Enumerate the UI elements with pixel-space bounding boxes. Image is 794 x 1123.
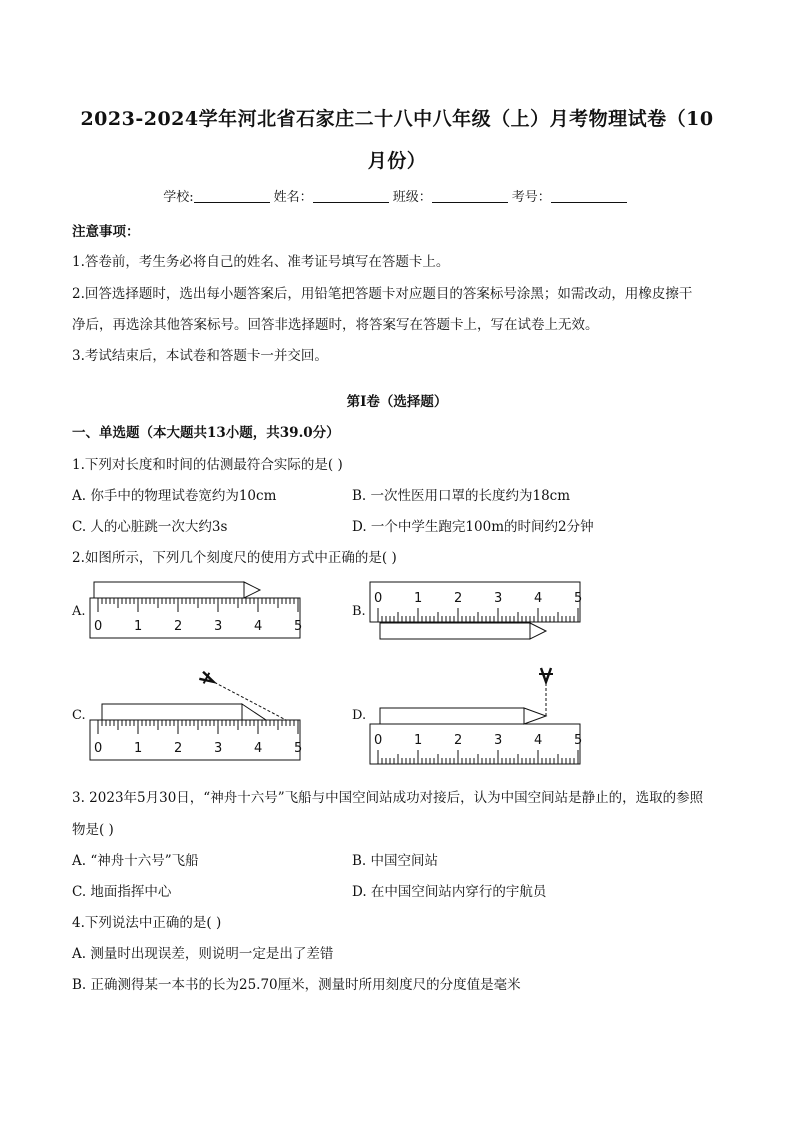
ruler-number: 5 <box>294 741 303 756</box>
q3-stem-line1: 3. 2023年5月30日，“神舟十六号”飞船与中国空间站成功对接后，认为中国空间站是静止的，选取的参照 <box>72 790 704 806</box>
ruler-number: 0 <box>94 619 103 634</box>
object-bar <box>102 704 242 720</box>
notice-heading: 注意事项： <box>72 224 140 240</box>
object-bar <box>94 582 244 598</box>
ruler-d <box>370 724 582 764</box>
q1-option-c: C. 人的心脏跳一次大约3s <box>72 519 228 535</box>
ruler-number: 4 <box>254 741 263 756</box>
object-tip <box>524 708 546 724</box>
class-blank <box>432 190 508 203</box>
q2-figure-d-label: D. <box>352 708 367 723</box>
q3-option-c: C. 地面指挥中心 <box>72 884 172 900</box>
ruler-number: 1 <box>414 591 423 606</box>
object-tip <box>530 623 546 639</box>
object-bar <box>380 623 530 639</box>
ruler-number: 2 <box>174 741 183 756</box>
ruler-number: 3 <box>494 591 503 606</box>
ruler-number: 4 <box>254 619 263 634</box>
notice-item-2a: 2.回答选择题时，选出每小题答案后，用铅笔把答题卡对应题目的答案标号涂黑；如需改动，用橡皮擦干 <box>72 286 693 302</box>
eye-icon <box>539 668 553 682</box>
number-label: 考号： <box>511 190 551 205</box>
q1-option-b: B. 一次性医用口罩的长度约为18cm <box>352 488 571 504</box>
object-tip <box>242 704 266 720</box>
ruler-number: 2 <box>454 591 463 606</box>
eye-icon <box>198 670 216 687</box>
ruler-number: 5 <box>574 733 583 748</box>
school-label: 学校: <box>163 190 194 205</box>
name-blank <box>313 190 389 203</box>
student-info-row <box>0 186 794 205</box>
ruler-number: 3 <box>214 619 223 634</box>
part-title: 一、单选题（本大题共13小题，共39.0分） <box>72 425 340 441</box>
school-blank <box>194 190 270 203</box>
ruler-c <box>90 720 302 760</box>
ruler-number: 0 <box>374 591 383 606</box>
ruler-a <box>90 598 302 638</box>
exam-title-line2: 月份） <box>367 150 427 172</box>
notice-item-3: 3.考试结束后，本试卷和答题卡一并交回。 <box>72 348 328 364</box>
ruler-number: 4 <box>534 733 543 748</box>
q3-option-a: A. “神舟十六号”飞船 <box>72 853 199 869</box>
q2-figure-b-label: B. <box>352 604 366 619</box>
q4-stem: 4.下列说法中正确的是( ) <box>72 915 222 931</box>
sight-line <box>210 680 286 720</box>
q2-figure-d <box>370 662 594 770</box>
object-bar <box>380 708 524 724</box>
q2-figure-a-label: A. <box>72 604 86 619</box>
q2-figure-c-label: C. <box>72 708 86 723</box>
class-label: 班级： <box>392 190 432 205</box>
q3-stem-line2: 物是( ) <box>72 822 114 838</box>
q1-stem: 1.下列对长度和时间的估测最符合实际的是( ) <box>72 457 343 473</box>
q3-option-d: D. 在中国空间站内穿行的宇航员 <box>352 884 547 900</box>
q4-option-b: B. 正确测得某一本书的长为25.70厘米，测量时所用刻度尺的分度值是毫米 <box>72 977 521 993</box>
ruler-number: 4 <box>534 591 543 606</box>
q1-option-a: A. 你手中的物理试卷宽约为10cm <box>72 488 277 504</box>
object-tip <box>244 582 260 598</box>
name-label: 姓名： <box>273 190 313 205</box>
ruler-number: 1 <box>134 741 143 756</box>
ruler-number: 5 <box>574 591 583 606</box>
ruler-number: 0 <box>94 741 103 756</box>
ruler-number: 1 <box>414 733 423 748</box>
ruler-number: 0 <box>374 733 383 748</box>
q2-figure-a <box>90 578 314 640</box>
q3-option-b: B. 中国空间站 <box>352 853 439 869</box>
section-title: 第Ⅰ卷（选择题） <box>346 394 448 410</box>
q1-option-d: D. 一个中学生跑完100m的时间约2分钟 <box>352 519 594 535</box>
ruler-number: 3 <box>214 741 223 756</box>
q2-figure-b <box>370 578 594 646</box>
number-blank <box>551 190 627 203</box>
ruler-number: 5 <box>294 619 303 634</box>
q2-figure-c <box>90 664 314 754</box>
ruler-b <box>370 582 582 622</box>
q2-stem: 2.如图所示，下列几个刻度尺的使用方式中正确的是( ) <box>72 550 397 566</box>
ruler-number: 1 <box>134 619 143 634</box>
exam-title-line1: 2023-2024学年河北省石家庄二十八中八年级（上）月考物理试卷（10 <box>80 108 714 130</box>
ruler-number: 2 <box>454 733 463 748</box>
ruler-number: 2 <box>174 619 183 634</box>
notice-item-1: 1.答卷前，考生务必将自己的姓名、准考证号填写在答题卡上。 <box>72 254 450 270</box>
ruler-number: 3 <box>494 733 503 748</box>
notice-item-2b: 净后，再选涂其他答案标号。回答非选择题时，将答案写在答题卡上，写在试卷上无效。 <box>72 317 599 333</box>
q4-option-a: A. 测量时出现误差，则说明一定是出了差错 <box>72 946 334 962</box>
